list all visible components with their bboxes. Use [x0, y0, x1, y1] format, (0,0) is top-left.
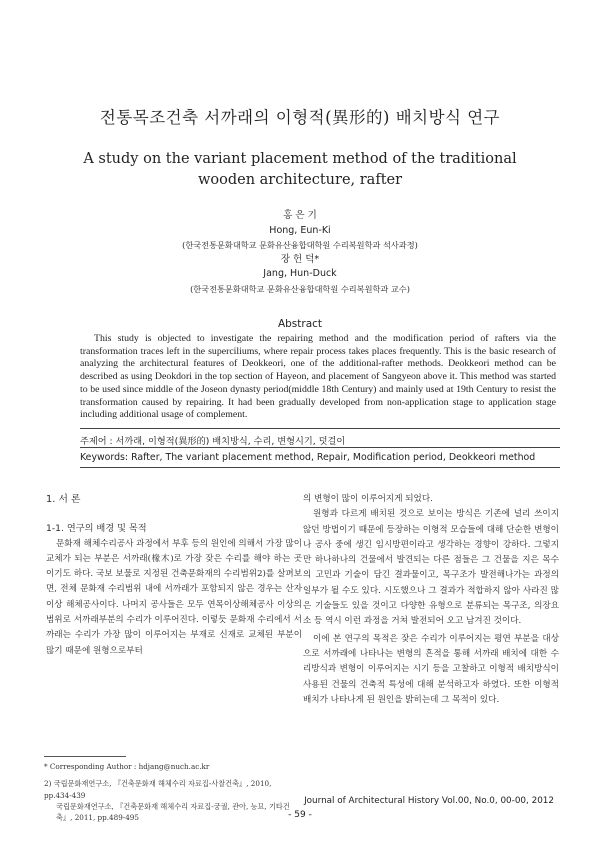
author-name-korean: 홍 은 기 — [283, 210, 317, 221]
author-block — [0, 209, 600, 296]
author-name-english: Hong, Eun-Ki — [269, 224, 331, 236]
journal-citation: Journal of Architectural History Vol.00, No.0, 00-00, 2012 — [304, 796, 554, 806]
page-number: - 59 - — [288, 810, 312, 820]
body-paragraph: 의 변형이 많이 이루어지게 되었다. — [303, 494, 433, 504]
subsection-heading: 1-1. 연구의 배경 및 목적 — [46, 523, 147, 535]
author-name-korean: 장 헌 덕* — [280, 253, 320, 265]
body-paragraph: 원형과 다르게 배치된 것으로 보이는 방식은 기존에 널리 쓰이지 않던 방법이기 때문에 등장하는 이형적 모습들에 대해 단순한 변형이나 공사 중에 생긴 임시방편이라고 생각하는 경향이 강하다. 그렇지만 하나하나의 건물에서 발견되는 다른 점들은 그 건물을 지은 목수의 고민과 기술이 담긴 결과물이고, 목구조가 발전해나가는 과정의 일부가 될 수도 있다. 시도했으나 그 결과가 적합하지 않아 사라진 많은 기술들도 있을 것이고 다양한 유형으로 분류되는 목구조, 의장요소 등 역시 이런 과정을 거쳐 발전되어 오고 남겨진 것이다. — [303, 509, 559, 627]
left-column — [46, 492, 302, 659]
section-heading: 1. 서 론 — [46, 494, 81, 505]
keywords-top-rule — [80, 428, 560, 429]
author-affiliation: (한국전통문화대학교 문화유산융합대학원 수리복원학과 석사과정) — [182, 240, 418, 250]
abstract-text: This study is objected to investigate the repairing method and the modification period of rafters via the transformation traces left in the superciliums, where repair process takes places frequently. This is the basic research of analyzing the architectural features of Deokkeori, one of the additional-rafter methods. Deokkeori method can be described as using Deokdori in the top section of Hayeon, and placement of Sangyeon above it. This method was started to be used since middle of the Joseon dynasty period(middle 18th Century) and mainly used at 19th Century to resist the transformation caused by repairing. It had been gradually developed from non-application stage to application stage including additional usage of complement. — [80, 333, 556, 421]
keywords-english: Keywords: Rafter, The variant placement method, Repair, Modification period, Deokkeori method — [80, 452, 536, 463]
keywords-middle-rule — [80, 447, 560, 448]
body-paragraph: 문화재 해체수리공사 과정에서 부후 등의 원인에 의해서 가장 많이 교체가 되는 부분은 서까래(椽木)로 가장 잦은 수리를 해야 하는 곳이기도 하다. 국보 보물로 지정된 건축문화재의 수리범위2)를 살펴보면, 전체 문화재 수리범위 내에 서까래가 포함되지 않은 경우는 산자이상 해체공사이다. 나머지 공사들은 모두 연목이상해체공사 이상의 범위로 서까래부분의 수리가 이루어진다. 이렇듯 문화재 수리에서 서까래는 수리가 가장 많이 이루어지는 부재로 신재로 교체된 부분이 많기 때문에 원형으로부터 — [46, 538, 302, 656]
keywords-korean: 주제어 : 서까래, 이형적(異形的) 배치방식, 수리, 변형시기, 덧걸이 — [80, 436, 346, 447]
body-paragraph: 이에 본 연구의 목적은 잦은 수리가 이루어지는 평연 부분을 대상으로 서까래에 나타나는 변형의 흔적을 통해 서까래 배치에 대한 수리방식과 변형이 이루어지는 시기 등을 고찰하고 이형적 배치방식이 사용된 건물의 건축적 특성에 대해 분석하고자 하였다. 또한 이형적 배치가 나타나게 된 원인을 밝히는데 그 목적이 있다. — [303, 633, 559, 705]
corresponding-author-note: * Corresponding Author : hdjang@nuch.ac.kr — [44, 762, 210, 771]
title-korean: 전통목조건축 서까래의 이형적(異形的) 배치방식 연구 — [99, 108, 501, 127]
footnote: 2) 국립문화재연구소, 『건축문화재 해체수리 자료집-사찰건축』, 2010, pp.434-439 — [44, 779, 272, 800]
footnote-rule — [44, 756, 126, 757]
author-name-english: Jang, Hun-Duck — [263, 268, 337, 279]
right-column — [303, 492, 559, 708]
footnote: 국립문화재연구소, 『건축문화재 해체수리 자료집-궁궐, 관아, 능묘, 기타건축』, 2011, pp.489-495 — [56, 801, 290, 823]
author-affiliation: (한국전통문화대학교 문화유산융합대학원 수리복원학과 교수) — [190, 283, 410, 294]
abstract-heading: Abstract — [277, 318, 323, 330]
keywords-bottom-rule — [80, 467, 560, 468]
title-english: A study on the variant placement method of the traditional wooden architecture, rafter — [83, 151, 517, 188]
